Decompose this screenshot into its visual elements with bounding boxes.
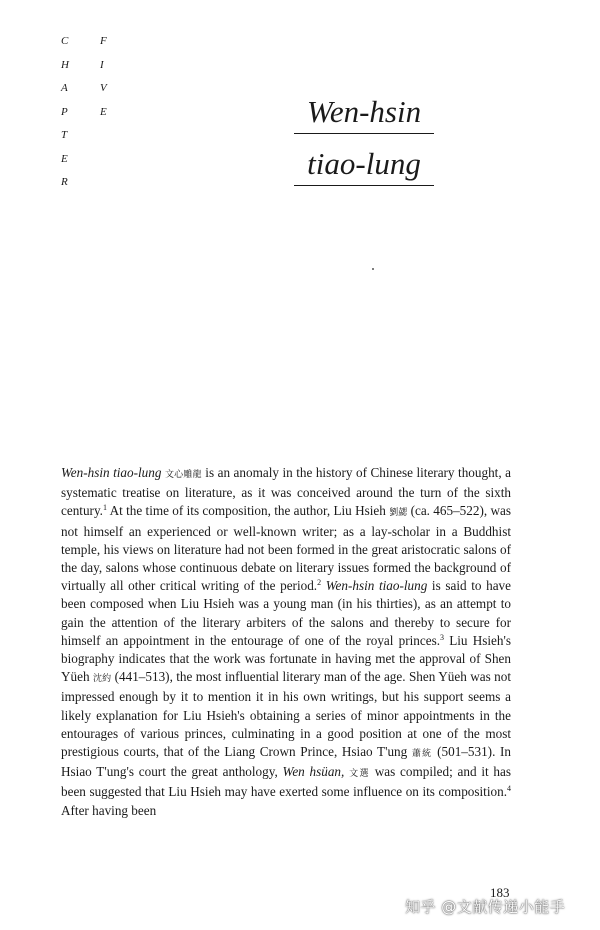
stray-mark <box>372 268 374 270</box>
footnote-ref: 3 <box>440 632 445 642</box>
chapter-label-vertical <box>61 30 69 195</box>
body-paragraph <box>61 464 511 820</box>
chinese-characters: 文選 <box>349 769 371 780</box>
book-title-italic: Wen-hsin tiao-lung <box>61 465 162 480</box>
watermark: 知乎 @文献传递小能手 <box>405 898 566 916</box>
page-number: 183 <box>490 885 510 900</box>
chinese-characters: 劉勰 <box>389 508 408 519</box>
chapter-number-vertical <box>100 30 107 124</box>
text-run: After having been <box>61 802 157 818</box>
footnote-ref: 2 <box>317 578 322 588</box>
text-run: At the time of its composition, the author, Liu Hsieh <box>106 503 390 519</box>
chapter-title-line-1: Wen-hsin <box>294 96 434 134</box>
text-run: (ca. 465–522), was not himself an experienced or well-known writer; as a lay-scholar in a Buddhist temple, his views on literature had not been formed in the great aristocratic salons of the day, salons whose continuous debate on literary issues formed the background of virtually all other critical writing of the period. <box>61 503 511 594</box>
chapter-number-letter: E <box>100 105 108 118</box>
chinese-characters: 蕭統 <box>411 749 433 760</box>
chinese-characters: 沈約 <box>92 674 112 685</box>
text-run: is an anomaly in the history of Chinese literary thought, a systematic treatise on literature, as it was conceived around the turn of the sixth century. <box>61 465 511 519</box>
chapter-letter: P <box>61 105 69 118</box>
text-run: (501–531). In Hsiao T'ung's court the great anthology, <box>61 744 511 780</box>
text-run: was compiled; and it has been suggested that Liu Hsieh may have exerted some influence on its composition. <box>61 764 511 800</box>
chapter-letter: R <box>61 176 69 188</box>
text-run: Liu Hsieh's biography indicates that the work was fortunate in having met the approval of Shen Yüeh <box>61 632 511 685</box>
chapter-letter: E <box>61 152 69 165</box>
chapter-letter: A <box>61 82 69 94</box>
chapter-title <box>294 96 434 186</box>
chapter-title-line-2: tiao-lung <box>294 148 434 186</box>
text-run: (441–513), the most influential literary man of the age. Shen Yüeh was not impressed enough by it to mention it in his own writings, but his support seems a likely explanation for Liu Hsieh's obtaining a series of minor appointments in the entourages of various princes, culminating in a good position at one of the most prestigious courts, that of the Liang Crown Prince, Hsiao T'ung <box>61 669 511 760</box>
book-title-italic: Wen-hsin tiao-lung <box>325 578 428 594</box>
footnote-ref: 1 <box>102 503 107 513</box>
book-title-italic: Wen hsüan, <box>282 764 345 780</box>
chinese-characters: 文心雕龍 <box>164 470 202 480</box>
text-run: is said to have been composed when Liu Hsieh was a young man (in his thirties), as an attempt to gain the attention of the literary arbiters of the salons and thereby to secure for himself an appointment in the entourage of one of the royal princes. <box>61 578 511 648</box>
chapter-number-letter: F <box>100 35 108 47</box>
chapter-letter: T <box>61 129 68 141</box>
footnote-ref: 4 <box>507 784 511 794</box>
chapter-number-letter: V <box>100 82 108 94</box>
chapter-letter: H <box>61 58 70 71</box>
chapter-number-letter: I <box>100 58 105 71</box>
chapter-letter: C <box>61 35 69 47</box>
